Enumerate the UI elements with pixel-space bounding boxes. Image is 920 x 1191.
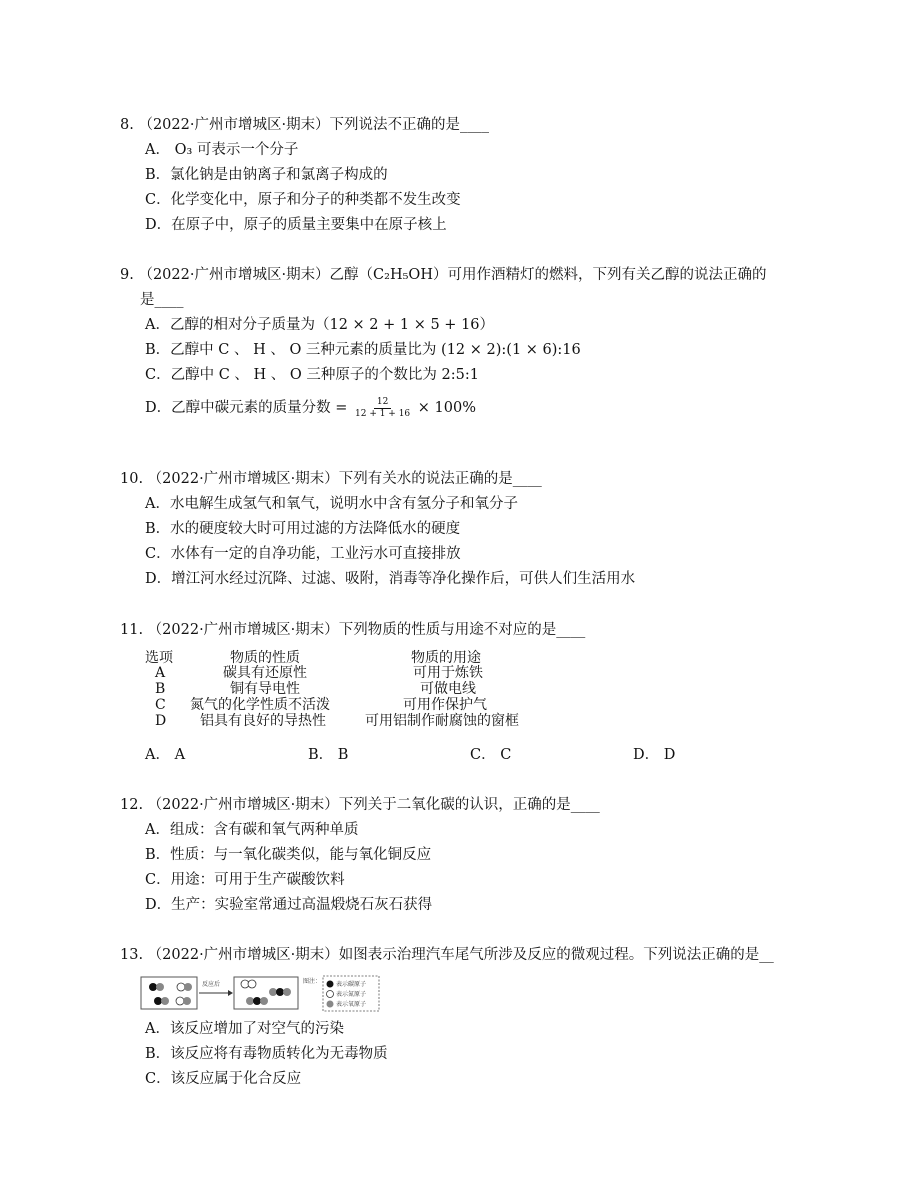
option-a: A．乙醇的相对分子质量为（12 × 2 + 1 × 5 + 16） — [145, 317, 495, 333]
arrow-head-icon — [228, 990, 233, 996]
fraction-numerator: 12 — [374, 397, 391, 409]
question-10 — [120, 467, 820, 592]
question-8 — [120, 113, 820, 238]
question-9 — [120, 263, 820, 421]
option-a: A．该反应增加了对空气的污染 — [145, 1021, 344, 1037]
legend-carbon: 表示碳原子 — [336, 981, 367, 988]
table-row-b-property: 铜有导电性 — [230, 681, 300, 697]
carbon-atom-icon — [276, 988, 284, 996]
option-b: B．性质：与一氧化碳类似，能与氧化铜反应 — [145, 847, 432, 863]
option-a: A． O₃ 可表示一个分子 — [145, 142, 299, 158]
option-d: D．在原子中，原子的质量主要集中在原子核上 — [145, 217, 447, 233]
table-row-c-property: 氮气的化学性质不活泼 — [190, 697, 330, 713]
arrow-label: 反应后 — [202, 981, 221, 988]
option-b: B．氯化钠是由钠离子和氯离子构成的 — [145, 167, 388, 183]
table-row-c-option: C — [155, 697, 166, 713]
option-c: C．该反应属于化合反应 — [145, 1071, 302, 1087]
option-b: B．水的硬度较大时可用过滤的方法降低水的硬度 — [145, 521, 461, 537]
table-row-a-use: 可用于炼铁 — [413, 665, 483, 681]
oxygen-atom-icon — [184, 983, 192, 991]
table-row-a-property: 碳具有还原性 — [223, 665, 307, 681]
table-row-c-use: 可用作保护气 — [403, 697, 487, 713]
table-row-d-property: 铝具有良好的导热性 — [200, 713, 326, 729]
table-row-a-option: A — [155, 665, 166, 681]
question-11 — [120, 618, 820, 643]
option-b: B．该反应将有毒物质转化为无毒物质 — [145, 1046, 388, 1062]
oxygen-atom-icon — [161, 997, 169, 1005]
question-stem-line1: 9. （2022·广州市增城区·期末）乙醇（C₂H₅OH）可用作酒精灯的燃料，下列有关乙醇的说法正确的 — [120, 267, 767, 283]
carbon-atom-icon — [149, 983, 157, 991]
option-c: C．乙醇中 C 、 H 、 O 三种原子的个数比为 2:5:1 — [145, 367, 479, 383]
option-d-prefix: D．乙醇中碳元素的质量分数 = — [145, 400, 348, 416]
nitrogen-atom-icon — [176, 997, 184, 1005]
oxygen-atom-icon — [156, 983, 164, 991]
question-13 — [120, 943, 840, 968]
reaction-diagram — [140, 973, 390, 1013]
option-b: B． B — [308, 747, 349, 763]
option-c: C．化学变化中，原子和分子的种类都不发生改变 — [145, 192, 461, 208]
question-12 — [120, 793, 820, 918]
option-c: C． C — [470, 747, 512, 763]
option-a: A． A — [145, 747, 186, 763]
question-stem: 11. （2022·广州市增城区·期末）下列物质的性质与用途不对应的是____ — [120, 622, 586, 638]
option-c: C．用途：可用于生产碳酸饮料 — [145, 872, 345, 888]
property-use-table — [145, 651, 705, 733]
option-d: D．增江河水经过沉降、过滤、吸附，消毒等净化操作后，可供人们生活用水 — [145, 571, 636, 587]
table-header-property: 物质的性质 — [230, 650, 300, 666]
answer-options-row — [145, 743, 745, 768]
question-stem-line2: 是____ — [140, 292, 184, 308]
nitrogen-atom-icon — [177, 983, 185, 991]
legend-title: 图注： — [303, 978, 322, 985]
carbon-atom-icon — [327, 981, 334, 988]
option-d — [145, 396, 820, 421]
legend-nitrogen: 表示氮原子 — [336, 991, 367, 998]
option-a: A．水电解生成氢气和氧气，说明水中含有氢分子和氧分子 — [145, 496, 518, 512]
legend-oxygen: 表示氧原子 — [336, 1001, 367, 1008]
table-row-b-option: B — [155, 681, 166, 697]
nitrogen-atom-icon — [248, 980, 256, 988]
question-13-options — [120, 1017, 820, 1092]
mass-fraction — [355, 397, 410, 420]
question-stem: 12. （2022·广州市增城区·期末）下列关于二氧化碳的认识，正确的是____ — [120, 797, 600, 813]
table-header-use: 物质的用途 — [411, 650, 481, 666]
oxygen-atom-icon — [260, 997, 268, 1005]
table-header-option: 选项 — [145, 650, 173, 666]
option-d-suffix: × 100% — [417, 400, 476, 416]
carbon-atom-icon — [253, 997, 261, 1005]
option-c: C．水体有一定的自净功能，工业污水可直接排放 — [145, 546, 461, 562]
carbon-atom-icon — [154, 997, 162, 1005]
fraction-denominator: 12 + 1 + 16 — [355, 408, 411, 419]
table-row-d-use: 可用铝制作耐腐蚀的窗框 — [365, 713, 519, 729]
nitrogen-atom-icon — [327, 991, 334, 998]
oxygen-atom-icon — [269, 988, 277, 996]
table-row-d-option: D — [155, 713, 167, 729]
option-d: D．生产：实验室常通过高温煅烧石灰石获得 — [145, 897, 433, 913]
option-a: A．组成：含有碳和氧气两种单质 — [145, 822, 359, 838]
question-stem: 8. （2022·广州市增城区·期末）下列说法不正确的是____ — [120, 117, 490, 133]
oxygen-atom-icon — [327, 1001, 334, 1008]
table-row-b-use: 可做电线 — [420, 681, 476, 697]
question-stem: 10. （2022·广州市增城区·期末）下列有关水的说法正确的是____ — [120, 471, 542, 487]
option-b: B．乙醇中 C 、 H 、 O 三种元素的质量比为 (12 × 2):(1 × 6):16 — [145, 342, 581, 358]
option-d: D． D — [633, 747, 676, 763]
question-stem: 13. （2022·广州市增城区·期末）如图表示治理汽车尾气所涉及反应的微观过程。下列说法正确的是__ — [120, 947, 774, 963]
oxygen-atom-icon — [183, 997, 191, 1005]
oxygen-atom-icon — [246, 997, 254, 1005]
oxygen-atom-icon — [283, 988, 291, 996]
